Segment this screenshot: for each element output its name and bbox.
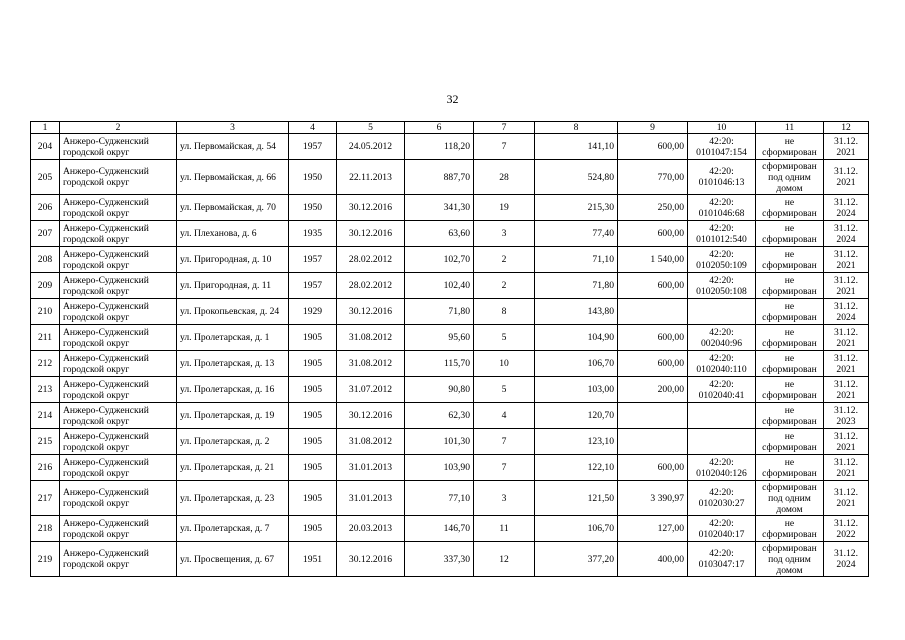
address-cell: ул. Прокопьевская, д. 24: [177, 299, 289, 325]
area-cell: 95,60: [405, 325, 474, 351]
year-cell: 1905: [289, 325, 337, 351]
table-row: [31, 455, 869, 481]
value-cell: 400,00: [618, 542, 688, 577]
count-cell: 3: [474, 481, 535, 516]
year-cell: 1905: [289, 403, 337, 429]
address-cell: ул. Пригородная, д. 11: [177, 273, 289, 299]
cadastral-cell: 42:20: 0103047:17: [688, 542, 756, 577]
value-cell: [618, 429, 688, 455]
date-cell: 31.08.2012: [337, 429, 405, 455]
date-cell: 30.12.2016: [337, 299, 405, 325]
count-cell: 4: [474, 403, 535, 429]
area-cell: 146,70: [405, 516, 474, 542]
area2-cell: 377,20: [535, 542, 618, 577]
deadline-cell: 31.12. 2021: [824, 134, 869, 160]
value-cell: 600,00: [618, 134, 688, 160]
cadastral-cell: 42:20: 0102040:126: [688, 455, 756, 481]
area2-cell: 71,10: [535, 247, 618, 273]
status-cell: сформирован под одним домом: [756, 542, 824, 577]
cadastral-cell: [688, 299, 756, 325]
column-header-3: 3: [177, 122, 289, 134]
status-cell: не сформирован: [756, 516, 824, 542]
row-number: 218: [31, 516, 60, 542]
value-cell: 600,00: [618, 221, 688, 247]
district-cell: Анжеро-Судженский городской округ: [60, 247, 177, 273]
year-cell: 1929: [289, 299, 337, 325]
status-cell: не сформирован: [756, 247, 824, 273]
deadline-cell: 31.12. 2021: [824, 351, 869, 377]
date-cell: 20.03.2013: [337, 516, 405, 542]
area-cell: 118,20: [405, 134, 474, 160]
column-header-9: 9: [618, 122, 688, 134]
address-cell: ул. Первомайская, д. 66: [177, 160, 289, 195]
table-row: [31, 481, 869, 516]
count-cell: 12: [474, 542, 535, 577]
area-cell: 102,70: [405, 247, 474, 273]
area-cell: 887,70: [405, 160, 474, 195]
year-cell: 1935: [289, 221, 337, 247]
value-cell: 600,00: [618, 325, 688, 351]
page-number: 32: [446, 92, 459, 106]
row-number: 211: [31, 325, 60, 351]
area-cell: 102,40: [405, 273, 474, 299]
count-cell: 2: [474, 273, 535, 299]
deadline-cell: 31.12. 2024: [824, 299, 869, 325]
date-cell: 22.11.2013: [337, 160, 405, 195]
value-cell: 1 540,00: [618, 247, 688, 273]
deadline-cell: 31.12. 2021: [824, 481, 869, 516]
column-header-7: 7: [474, 122, 535, 134]
district-cell: Анжеро-Судженский городской округ: [60, 221, 177, 247]
row-number: 216: [31, 455, 60, 481]
cadastral-cell: 42:20: 0101012:540: [688, 221, 756, 247]
area2-cell: 215,30: [535, 195, 618, 221]
address-cell: ул. Пролетарская, д. 13: [177, 351, 289, 377]
address-cell: ул. Просвещения, д. 67: [177, 542, 289, 577]
deadline-cell: 31.12. 2021: [824, 377, 869, 403]
district-cell: Анжеро-Судженский городской округ: [60, 429, 177, 455]
value-cell: 600,00: [618, 455, 688, 481]
table-row: [31, 299, 869, 325]
count-cell: 8: [474, 299, 535, 325]
row-number: 209: [31, 273, 60, 299]
deadline-cell: 31.12. 2021: [824, 325, 869, 351]
year-cell: 1905: [289, 351, 337, 377]
table-row: [31, 542, 869, 577]
status-cell: сформирован под одним домом: [756, 160, 824, 195]
value-cell: [618, 299, 688, 325]
district-cell: Анжеро-Судженский городской округ: [60, 195, 177, 221]
value-cell: 200,00: [618, 377, 688, 403]
deadline-cell: 31.12. 2024: [824, 195, 869, 221]
date-cell: 31.08.2012: [337, 325, 405, 351]
table-row: [31, 134, 869, 160]
cadastral-cell: 42:20: 0101047:154: [688, 134, 756, 160]
status-cell: не сформирован: [756, 134, 824, 160]
row-number: 215: [31, 429, 60, 455]
year-cell: 1905: [289, 516, 337, 542]
area-cell: 71,80: [405, 299, 474, 325]
count-cell: 5: [474, 377, 535, 403]
row-number: 210: [31, 299, 60, 325]
area-cell: 101,30: [405, 429, 474, 455]
date-cell: 28.02.2012: [337, 273, 405, 299]
column-header-11: 11: [756, 122, 824, 134]
status-cell: сформирован под одним домом: [756, 481, 824, 516]
column-header-6: 6: [405, 122, 474, 134]
area2-cell: 71,80: [535, 273, 618, 299]
count-cell: 7: [474, 455, 535, 481]
status-cell: не сформирован: [756, 403, 824, 429]
year-cell: 1905: [289, 377, 337, 403]
address-cell: ул. Пролетарская, д. 16: [177, 377, 289, 403]
value-cell: 600,00: [618, 351, 688, 377]
address-cell: ул. Пролетарская, д. 21: [177, 455, 289, 481]
row-number: 213: [31, 377, 60, 403]
row-number: 219: [31, 542, 60, 577]
deadline-cell: 31.12. 2024: [824, 542, 869, 577]
cadastral-cell: 42:20: 0101046:68: [688, 195, 756, 221]
count-cell: 28: [474, 160, 535, 195]
value-cell: 250,00: [618, 195, 688, 221]
count-cell: 10: [474, 351, 535, 377]
area-cell: 341,30: [405, 195, 474, 221]
value-cell: 127,00: [618, 516, 688, 542]
address-cell: ул. Пролетарская, д. 1: [177, 325, 289, 351]
count-cell: 5: [474, 325, 535, 351]
year-cell: 1951: [289, 542, 337, 577]
area2-cell: 106,70: [535, 516, 618, 542]
row-number: 217: [31, 481, 60, 516]
status-cell: не сформирован: [756, 455, 824, 481]
date-cell: 24.05.2012: [337, 134, 405, 160]
date-cell: 30.12.2016: [337, 221, 405, 247]
count-cell: 19: [474, 195, 535, 221]
deadline-cell: 31.12. 2023: [824, 403, 869, 429]
date-cell: 31.07.2012: [337, 377, 405, 403]
table-row: [31, 325, 869, 351]
area2-cell: 103,00: [535, 377, 618, 403]
table-row: [31, 195, 869, 221]
area2-cell: 143,80: [535, 299, 618, 325]
year-cell: 1950: [289, 195, 337, 221]
table-body: [31, 134, 869, 577]
district-cell: Анжеро-Судженский городской округ: [60, 481, 177, 516]
area2-cell: 121,50: [535, 481, 618, 516]
deadline-cell: 31.12. 2021: [824, 247, 869, 273]
count-cell: 2: [474, 247, 535, 273]
year-cell: 1957: [289, 247, 337, 273]
area-cell: 62,30: [405, 403, 474, 429]
area-cell: 90,80: [405, 377, 474, 403]
count-cell: 7: [474, 134, 535, 160]
value-cell: 770,00: [618, 160, 688, 195]
column-header-4: 4: [289, 122, 337, 134]
deadline-cell: 31.12. 2021: [824, 429, 869, 455]
deadline-cell: 31.12. 2021: [824, 455, 869, 481]
deadline-cell: 31.12. 2022: [824, 516, 869, 542]
count-cell: 3: [474, 221, 535, 247]
district-cell: Анжеро-Судженский городской округ: [60, 299, 177, 325]
column-header-5: 5: [337, 122, 405, 134]
address-cell: ул. Пролетарская, д. 2: [177, 429, 289, 455]
column-header-8: 8: [535, 122, 618, 134]
column-header-1: 1: [31, 122, 60, 134]
status-cell: не сформирован: [756, 195, 824, 221]
row-number: 206: [31, 195, 60, 221]
address-cell: ул. Плеханова, д. 6: [177, 221, 289, 247]
row-number: 204: [31, 134, 60, 160]
area2-cell: 106,70: [535, 351, 618, 377]
cadastral-cell: 42:20: 0102040:110: [688, 351, 756, 377]
district-cell: Анжеро-Судженский городской округ: [60, 455, 177, 481]
row-number: 214: [31, 403, 60, 429]
year-cell: 1957: [289, 134, 337, 160]
row-number: 208: [31, 247, 60, 273]
row-number: 205: [31, 160, 60, 195]
area-cell: 103,90: [405, 455, 474, 481]
area2-cell: 120,70: [535, 403, 618, 429]
year-cell: 1950: [289, 160, 337, 195]
district-cell: Анжеро-Судженский городской округ: [60, 377, 177, 403]
value-cell: 600,00: [618, 273, 688, 299]
table-row: [31, 377, 869, 403]
cadastral-cell: 42:20: 0102040:17: [688, 516, 756, 542]
count-cell: 11: [474, 516, 535, 542]
column-header-12: 12: [824, 122, 869, 134]
cadastral-cell: 42:20: 0102050:108: [688, 273, 756, 299]
cadastral-cell: 42:20: 0101046:13: [688, 160, 756, 195]
cadastral-cell: 42:20: 0102050:109: [688, 247, 756, 273]
year-cell: 1905: [289, 429, 337, 455]
cadastral-cell: [688, 403, 756, 429]
status-cell: не сформирован: [756, 221, 824, 247]
status-cell: не сформирован: [756, 351, 824, 377]
district-cell: Анжеро-Судженский городской округ: [60, 351, 177, 377]
row-number: 207: [31, 221, 60, 247]
housing-table: [30, 121, 869, 577]
date-cell: 31.08.2012: [337, 351, 405, 377]
table-row: [31, 429, 869, 455]
area-cell: 115,70: [405, 351, 474, 377]
deadline-cell: 31.12. 2021: [824, 273, 869, 299]
table-row: [31, 273, 869, 299]
address-cell: ул. Первомайская, д. 54: [177, 134, 289, 160]
district-cell: Анжеро-Судженский городской округ: [60, 403, 177, 429]
address-cell: ул. Первомайская, д. 70: [177, 195, 289, 221]
deadline-cell: 31.12. 2024: [824, 221, 869, 247]
district-cell: Анжеро-Судженский городской округ: [60, 134, 177, 160]
year-cell: 1905: [289, 455, 337, 481]
date-cell: 28.02.2012: [337, 247, 405, 273]
deadline-cell: 31.12. 2021: [824, 160, 869, 195]
cadastral-cell: 42:20: 0102030:27: [688, 481, 756, 516]
district-cell: Анжеро-Судженский городской округ: [60, 273, 177, 299]
status-cell: не сформирован: [756, 377, 824, 403]
cadastral-cell: [688, 429, 756, 455]
table-row: [31, 351, 869, 377]
header-row: [31, 122, 869, 134]
area2-cell: 524,80: [535, 160, 618, 195]
area2-cell: 123,10: [535, 429, 618, 455]
value-cell: [618, 403, 688, 429]
area-cell: 337,30: [405, 542, 474, 577]
status-cell: не сформирован: [756, 273, 824, 299]
date-cell: 31.01.2013: [337, 481, 405, 516]
status-cell: не сформирован: [756, 429, 824, 455]
table-row: [31, 221, 869, 247]
date-cell: 30.12.2016: [337, 542, 405, 577]
count-cell: 7: [474, 429, 535, 455]
date-cell: 30.12.2016: [337, 403, 405, 429]
year-cell: 1957: [289, 273, 337, 299]
area2-cell: 77,40: [535, 221, 618, 247]
table-row: [31, 247, 869, 273]
area2-cell: 141,10: [535, 134, 618, 160]
district-cell: Анжеро-Судженский городской округ: [60, 516, 177, 542]
row-number: 212: [31, 351, 60, 377]
address-cell: ул. Пригородная, д. 10: [177, 247, 289, 273]
date-cell: 31.01.2013: [337, 455, 405, 481]
column-header-10: 10: [688, 122, 756, 134]
status-cell: не сформирован: [756, 325, 824, 351]
address-cell: ул. Пролетарская, д. 23: [177, 481, 289, 516]
table-row: [31, 403, 869, 429]
address-cell: ул. Пролетарская, д. 7: [177, 516, 289, 542]
year-cell: 1905: [289, 481, 337, 516]
cadastral-cell: 42:20: 002040:96: [688, 325, 756, 351]
address-cell: ул. Пролетарская, д. 19: [177, 403, 289, 429]
district-cell: Анжеро-Судженский городской округ: [60, 160, 177, 195]
area-cell: 63,60: [405, 221, 474, 247]
cadastral-cell: 42:20: 0102040:41: [688, 377, 756, 403]
area-cell: 77,10: [405, 481, 474, 516]
area2-cell: 122,10: [535, 455, 618, 481]
column-header-2: 2: [60, 122, 177, 134]
district-cell: Анжеро-Судженский городской округ: [60, 325, 177, 351]
date-cell: 30.12.2016: [337, 195, 405, 221]
table-row: [31, 160, 869, 195]
status-cell: не сформирован: [756, 299, 824, 325]
district-cell: Анжеро-Судженский городской округ: [60, 542, 177, 577]
area2-cell: 104,90: [535, 325, 618, 351]
value-cell: 3 390,97: [618, 481, 688, 516]
table-row: [31, 516, 869, 542]
